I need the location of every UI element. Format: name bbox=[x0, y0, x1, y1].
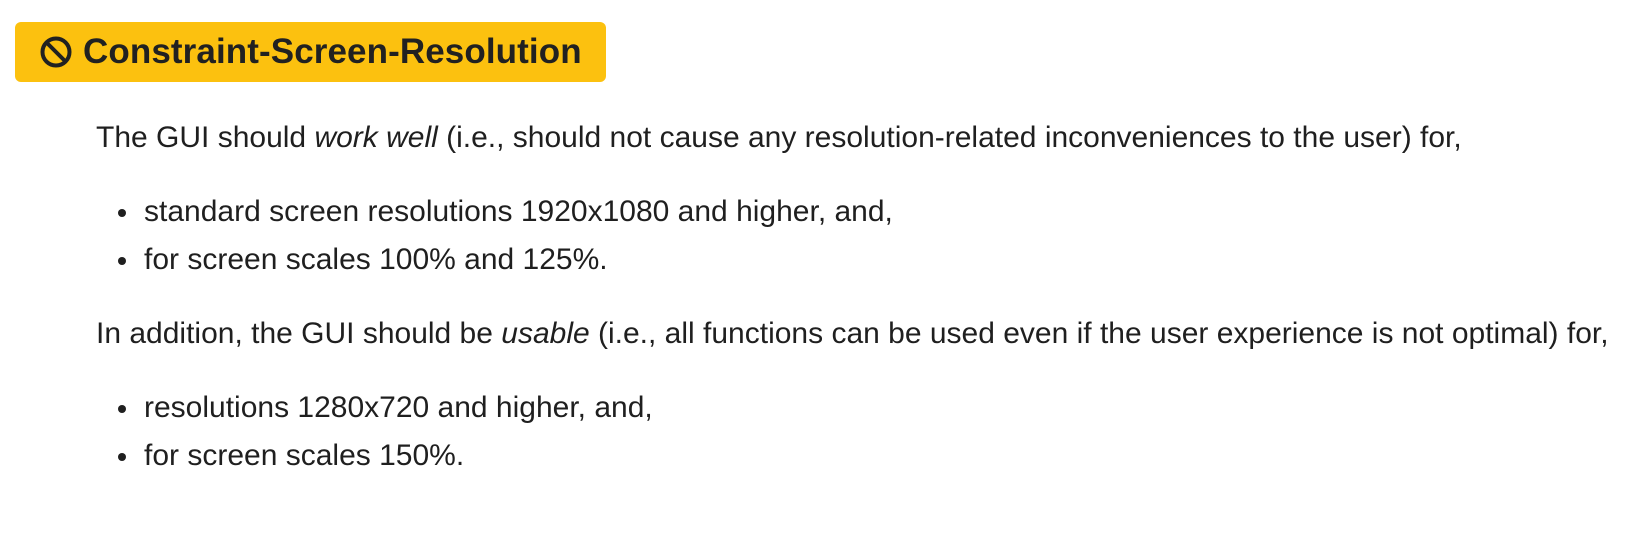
emphasis-text: usable bbox=[501, 317, 590, 350]
constraint-body bbox=[96, 114, 1624, 506]
paragraph-text: In addition, the GUI should be bbox=[96, 317, 502, 350]
list-item: for screen scales 150%. bbox=[144, 432, 1624, 480]
emphasis-text: work well bbox=[314, 121, 438, 154]
usable-list bbox=[96, 384, 1624, 480]
list-item: standard screen resolutions 1920x1080 and higher, and, bbox=[144, 188, 1624, 236]
paragraph-text: (i.e., all functions can be used even if the user experience is not optimal) for, bbox=[589, 317, 1609, 350]
work-well-list bbox=[96, 188, 1624, 284]
prohibited-icon bbox=[39, 35, 73, 69]
list-item: resolutions 1280x720 and higher, and, bbox=[144, 384, 1624, 432]
paragraph-work-well bbox=[96, 114, 1624, 162]
list-item: for screen scales 100% and 125%. bbox=[144, 236, 1624, 284]
page-title: Constraint-Screen-Resolution bbox=[83, 32, 582, 71]
paragraph-usable bbox=[96, 310, 1624, 358]
paragraph-text: (i.e., should not cause any resolution-related inconveniences to the user) for, bbox=[437, 121, 1462, 154]
constraint-badge bbox=[15, 22, 606, 82]
paragraph-text: The GUI should bbox=[96, 121, 315, 154]
